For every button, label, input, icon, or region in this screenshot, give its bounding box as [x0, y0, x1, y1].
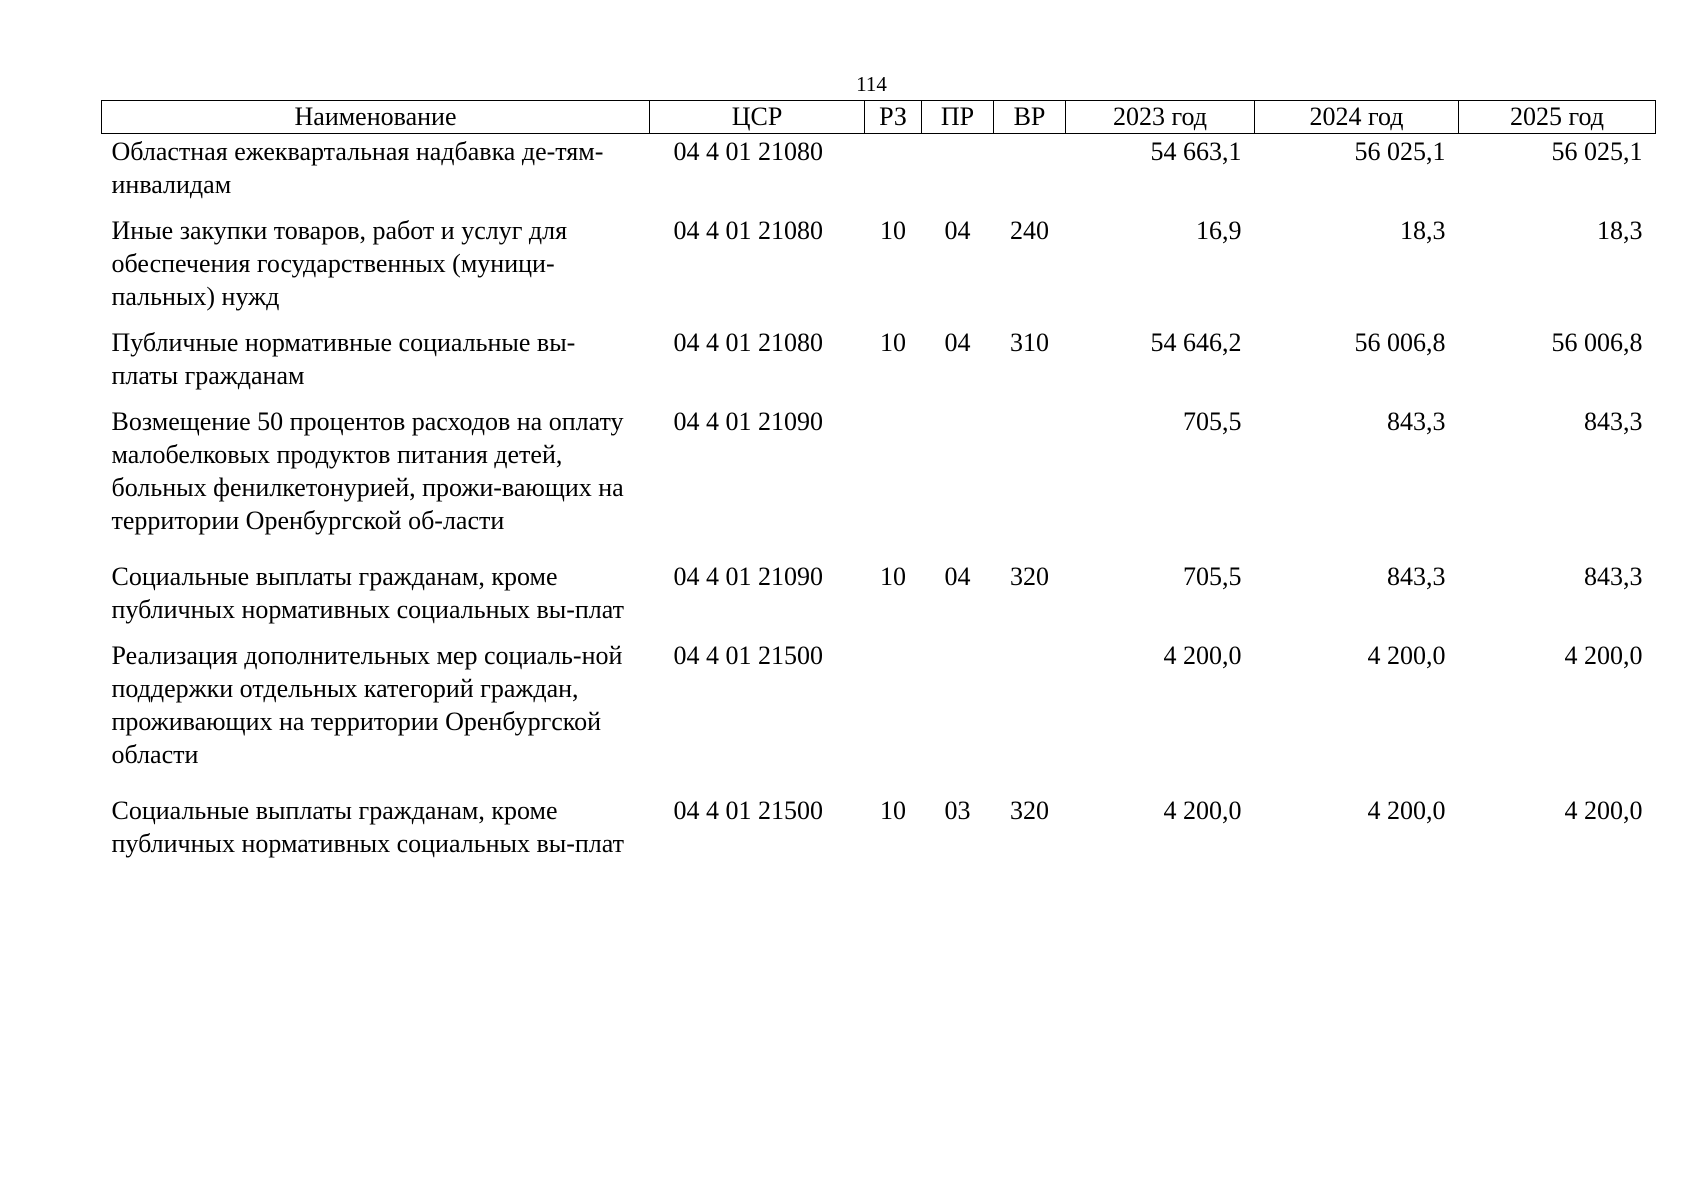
- cell-csr: 04 4 01 21500: [673, 796, 823, 825]
- table-row: [102, 638, 1656, 793]
- cell-2025: 843,3: [1584, 562, 1643, 591]
- cell-2023: 705,5: [1183, 407, 1242, 436]
- cell-rz: 10: [880, 796, 906, 825]
- cell-pr: [922, 134, 994, 214]
- cell-name: Областная ежеквартальная надбавка де-тям-инвалидам: [111, 137, 604, 199]
- cell-2025: 843,3: [1584, 407, 1643, 436]
- cell-rz: 10: [880, 328, 906, 357]
- page-number: 114: [856, 72, 887, 96]
- cell-2023: 16,9: [1196, 216, 1242, 245]
- cell-csr: 04 4 01 21080: [673, 328, 823, 357]
- budget-table: [101, 100, 1656, 860]
- cell-name: Социальные выплаты гражданам, кроме публичных нормативных социальных вы-плат: [111, 562, 624, 624]
- table-row: [102, 213, 1656, 325]
- cell-rz: [865, 404, 922, 559]
- cell-2024: 843,3: [1387, 562, 1446, 591]
- cell-2023: 54 663,1: [1150, 137, 1242, 166]
- cell-pr: 04: [944, 216, 971, 245]
- cell-vr: [994, 638, 1066, 793]
- cell-2024: 18,3: [1400, 216, 1446, 245]
- cell-name: Социальные выплаты гражданам, кроме публичных нормативных социальных вы-плат: [111, 796, 624, 858]
- cell-rz: [865, 638, 922, 793]
- table-row: [102, 134, 1656, 214]
- table-row: [102, 325, 1656, 404]
- table-header-row: [102, 101, 1656, 134]
- table-row: [102, 559, 1656, 638]
- header-2023: 2023 год: [1066, 101, 1255, 134]
- cell-vr: 320: [1010, 562, 1049, 591]
- cell-2025: 56 006,8: [1551, 328, 1643, 357]
- cell-rz: [865, 134, 922, 214]
- header-2025: 2025 год: [1459, 101, 1656, 134]
- cell-pr: [922, 404, 994, 559]
- cell-vr: 320: [1010, 796, 1049, 825]
- cell-csr: 04 4 01 21080: [673, 216, 823, 245]
- table-row: [102, 793, 1656, 860]
- cell-name: Иные закупки товаров, работ и услуг для обеспечения государственных (муници-пальных) нужд: [111, 216, 568, 311]
- cell-csr: 04 4 01 21090: [673, 562, 823, 591]
- cell-2025: 18,3: [1597, 216, 1643, 245]
- cell-2025: 4 200,0: [1564, 641, 1643, 670]
- header-2024: 2024 год: [1255, 101, 1459, 134]
- cell-name: Публичные нормативные социальные вы-платы гражданам: [111, 328, 576, 390]
- cell-name: Реализация дополнительных мер социаль-ной поддержки отдельных категорий граждан, проживающих на территории Оренбургской области: [111, 641, 623, 769]
- cell-2023: 4 200,0: [1163, 796, 1242, 825]
- cell-2024: 4 200,0: [1367, 796, 1446, 825]
- cell-rz: 10: [880, 562, 906, 591]
- cell-csr: 04 4 01 21500: [673, 641, 823, 670]
- cell-2023: 54 646,2: [1150, 328, 1242, 357]
- cell-vr: [994, 404, 1066, 559]
- cell-vr: 310: [1010, 328, 1049, 357]
- header-vr: ВР: [994, 101, 1066, 134]
- header-csr: ЦСР: [650, 101, 865, 134]
- cell-csr: 04 4 01 21090: [673, 407, 823, 436]
- cell-csr: 04 4 01 21080: [673, 137, 823, 166]
- header-rz: РЗ: [865, 101, 922, 134]
- cell-2023: 705,5: [1183, 562, 1242, 591]
- table-row: [102, 404, 1656, 559]
- cell-2025: 4 200,0: [1564, 796, 1643, 825]
- cell-2024: 56 025,1: [1354, 137, 1446, 166]
- header-name: Наименование: [102, 101, 650, 134]
- cell-2023: 4 200,0: [1163, 641, 1242, 670]
- cell-name: Возмещение 50 процентов расходов на оплату малобелковых продуктов питания детей, больных фенилкетонурией, прожи-вающих на территории Оренбургской об-ласти: [111, 407, 624, 535]
- cell-2024: 56 006,8: [1354, 328, 1446, 357]
- cell-pr: 03: [944, 796, 971, 825]
- cell-2024: 843,3: [1387, 407, 1446, 436]
- cell-2024: 4 200,0: [1367, 641, 1446, 670]
- header-pr: ПР: [922, 101, 994, 134]
- cell-2025: 56 025,1: [1551, 137, 1643, 166]
- cell-vr: 240: [1010, 216, 1049, 245]
- cell-pr: 04: [944, 562, 971, 591]
- cell-vr: [994, 134, 1066, 214]
- cell-pr: [922, 638, 994, 793]
- cell-pr: 04: [944, 328, 971, 357]
- cell-rz: 10: [880, 216, 906, 245]
